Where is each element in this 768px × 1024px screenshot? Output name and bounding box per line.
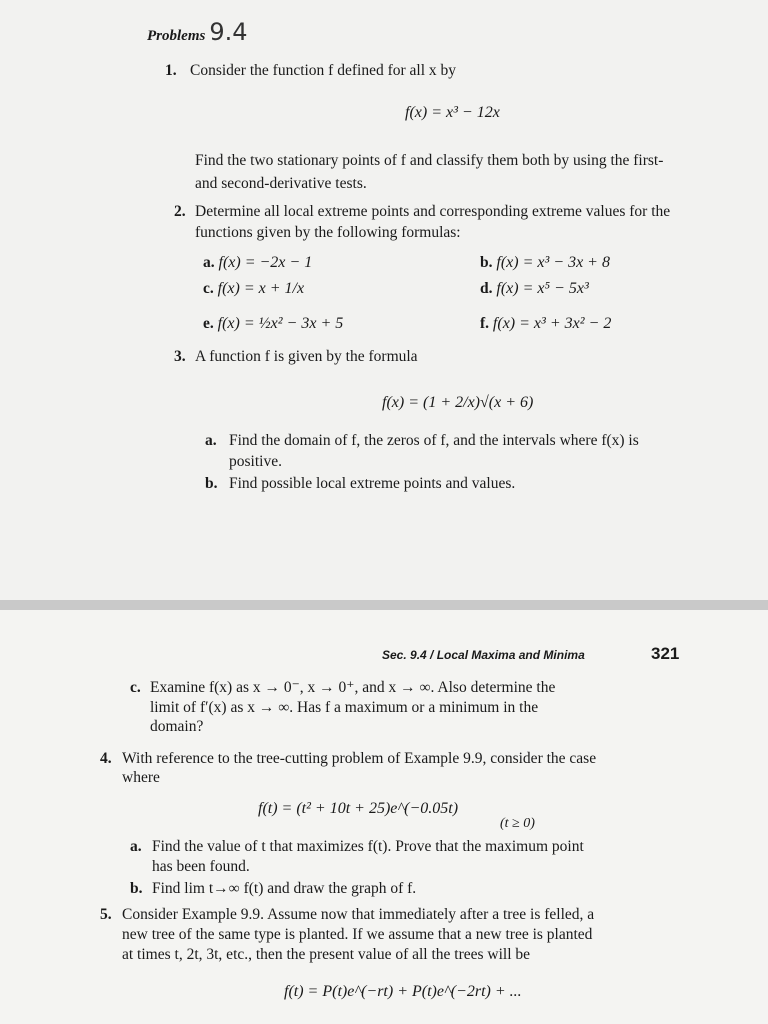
problem-2-item-a: a. f(x) = −2x − 1 [203,254,313,271]
problem-4b-text: Find lim t→∞ f(t) and draw the graph of f. [152,880,417,897]
problem-5-label: 5. [100,906,112,923]
problems-heading: Problems 9.4 [147,18,248,46]
problem-2-label: 2. [174,203,186,220]
problem-3-text: A function f is given by the formula [195,348,418,365]
page-number: 321 [651,644,680,663]
problem-3c-label: c. [130,679,141,696]
problem-2-item-c: c. f(x) = x + 1/x [203,280,305,297]
problem-2-item-d: d. f(x) = x⁵ − 5x³ [480,280,589,297]
problem-3c-line3: domain? [150,718,204,735]
problem-2-item-e: e. f(x) = ½x² − 3x + 5 [203,315,344,332]
problem-3b-label: b. [205,475,218,492]
handwritten-section-number: 9.4 [209,18,248,46]
problem-4a-label: a. [130,838,142,855]
problem-4a-line1: Find the value of t that maximizes f(t). Prove that the maximum point [152,838,584,855]
problem-4-condition: (t ≥ 0) [500,816,535,831]
problem-1-label: 1. [165,62,177,79]
running-header: Sec. 9.4 / Local Maxima and Minima [382,648,585,662]
problem-3-label: 3. [174,348,186,365]
problem-1-text: Consider the function f defined for all x by [190,62,457,79]
problem-4-line2: where [122,769,160,786]
problem-1-equation: f(x) = x³ − 12x [405,104,500,121]
problem-4-label: 4. [100,750,112,767]
problem-2-line2: functions given by the following formulas: [195,224,461,241]
problem-3a-label: a. [205,432,217,449]
problem-2-item-f: f. f(x) = x³ + 3x² − 2 [480,315,612,332]
problem-3b-text: Find possible local extreme points and values. [229,475,516,492]
problem-4-equation: f(t) = (t² + 10t + 25)e^(−0.05t) [258,800,459,817]
problem-4a-line2: has been found. [152,858,250,875]
problem-3-equation: f(x) = (1 + 2/x)√(x + 6) [382,394,534,411]
problem-3c-line1: Examine f(x) as x → 0⁻, x → 0⁺, and x → ∞. Also determine the [150,679,556,696]
problem-3c-line2: limit of f′(x) as x → ∞. Has f a maximum or a minimum in the [150,699,539,716]
problem-1-line1: Find the two stationary points of f and classify them both by using the first- [195,152,664,169]
problem-2-line1: Determine all local extreme points and corresponding extreme values for the [195,203,671,220]
problem-5-equation: f(t) = P(t)e^(−rt) + P(t)e^(−2rt) + ... [284,983,522,1000]
problem-2-item-b: b. f(x) = x³ − 3x + 8 [480,254,610,271]
problem-1-line2: and second-derivative tests. [195,175,367,192]
problem-5-line1: Consider Example 9.9. Assume now that immediately after a tree is felled, a [122,906,595,923]
problem-5-line2: new tree of the same type is planted. If we assume that a new tree is planted [122,926,593,943]
problem-4-line1: With reference to the tree-cutting problem of Example 9.9, consider the case [122,750,597,767]
problem-4b-label: b. [130,880,143,897]
problem-3a-line1: Find the domain of f, the zeros of f, and the intervals where f(x) is [229,432,639,449]
problem-5-line3: at times t, 2t, 3t, etc., then the present value of all the trees will be [122,946,531,963]
problem-3a-line2: positive. [229,453,282,470]
bottom-page [0,610,768,1024]
